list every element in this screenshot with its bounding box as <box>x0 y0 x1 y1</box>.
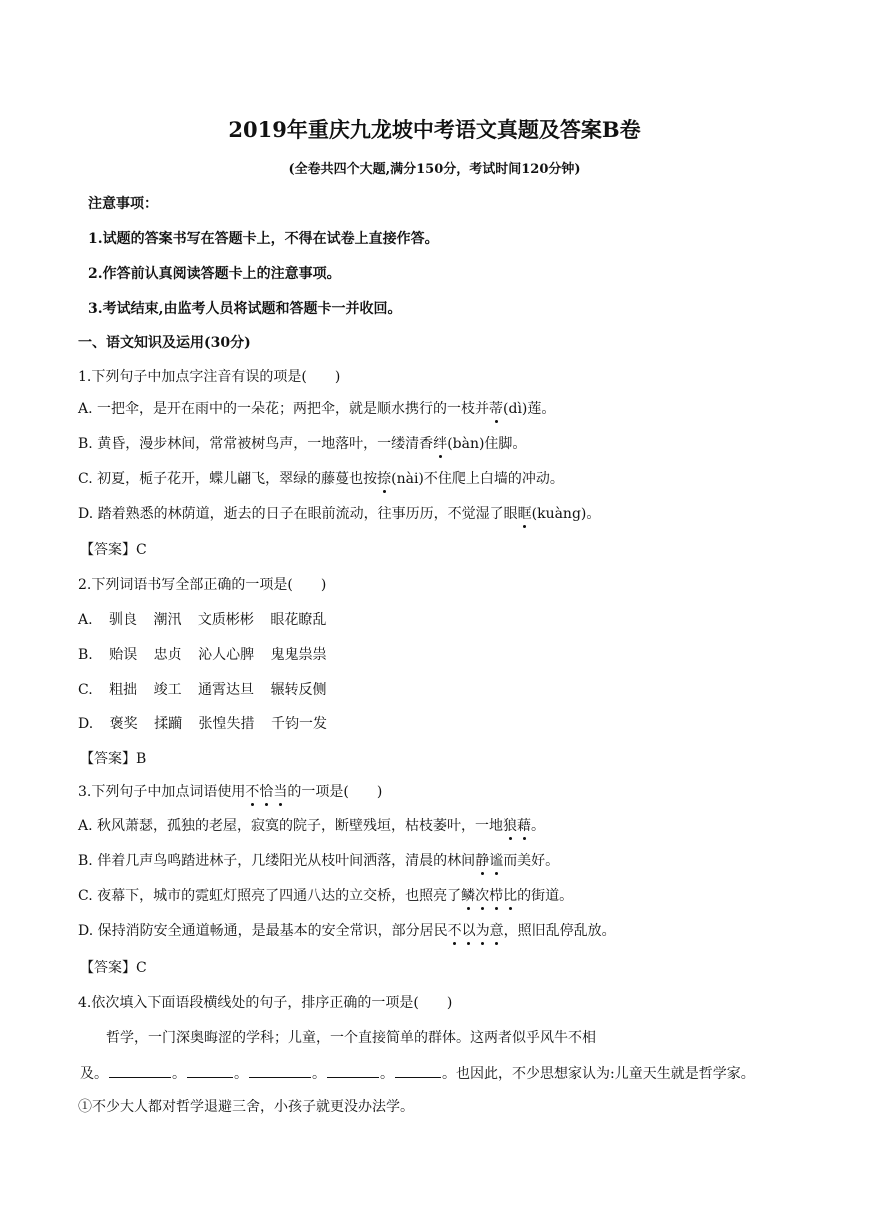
option-letter: C. <box>78 682 93 698</box>
option-text: C. 初夏，栀子花开，蝶儿翩飞，翠绿的藤蔓也按 <box>78 471 378 487</box>
question-3-option-d <box>78 921 616 941</box>
fill-blank-1 <box>109 1062 171 1078</box>
option-text: (bàn)住脚。 <box>447 436 527 452</box>
question-4-stem: 4.依次填入下面语段横线处的句子，排序正确的一项是( ) <box>78 995 453 1011</box>
question-1-option-b <box>78 434 526 454</box>
option-word: 张惶失措 <box>198 716 255 732</box>
option-text: (nài)不住爬上白墙的冲动。 <box>391 471 564 487</box>
question-1-answer: 【答案】C <box>80 542 147 558</box>
question-2-stem: 2.下列词语书写全部正确的一项是( ) <box>78 577 327 593</box>
paragraph-text: 。 <box>172 1066 186 1082</box>
option-word: 眼花瞭乱 <box>270 612 327 628</box>
option-letter: D. <box>78 716 94 732</box>
dotted-char: 以 <box>461 923 476 939</box>
option-text: ，照旧乱停乱放。 <box>503 923 616 939</box>
section-heading-1: 一、语文知识及运用(30分) <box>78 335 251 351</box>
question-4-sentence-1: ①不少大人都对哲学退避三舍，小孩子就更没办法学。 <box>78 1099 414 1115</box>
notice-item-1: 1.试题的答案书写在答题卡上，不得在试卷上直接作答。 <box>88 231 439 247</box>
option-text: B. 伴着几声鸟鸣踏进林子，几缕阳光从枝叶间洒落，清晨的林间 <box>78 853 476 869</box>
dotted-char: 意 <box>489 923 504 939</box>
option-word: 褒奖 <box>109 716 138 732</box>
question-1-option-a <box>78 399 555 419</box>
question-1-option-c <box>78 469 564 489</box>
paragraph-text: 。 <box>234 1066 248 1082</box>
dotted-char: 不 <box>447 923 462 939</box>
question-3-stem <box>78 782 382 802</box>
option-word: 千钧一发 <box>271 716 327 732</box>
question-2-option-d <box>78 714 327 734</box>
option-text: 而美好。 <box>503 853 560 869</box>
dotted-char: 栉 <box>489 888 504 904</box>
stem-text: 的一项是( ) <box>287 784 383 800</box>
dotted-char: 为 <box>475 923 490 939</box>
exam-subtitle: (全卷共四个大题,满分150分，考试时间120分钟) <box>288 162 581 177</box>
dotted-char: 谧 <box>489 853 504 869</box>
option-text: C. 夜幕下，城市的霓虹灯照亮了四通八达的立交桥，也照亮了 <box>78 888 462 904</box>
option-text: D. 保持消防安全通道畅通，是最基本的安全常识，部分居民 <box>78 923 448 939</box>
option-word: 竣工 <box>153 682 182 698</box>
question-1-option-d <box>78 504 600 524</box>
option-word: 贻误 <box>109 647 138 663</box>
fill-blank-5 <box>395 1062 441 1078</box>
dotted-char: 狼 <box>503 818 518 834</box>
question-4-paragraph-line-1: 哲学，一门深奥晦涩的学科；儿童，一个直接简单的群体。这两者似乎风牛不相 <box>106 1030 596 1046</box>
question-2-option-a <box>78 610 326 630</box>
question-2-option-c <box>78 680 326 700</box>
page-title: 2019年重庆九龙坡中考语文真题及答案B卷 <box>228 117 641 142</box>
option-word: 揉躏 <box>154 716 183 732</box>
paragraph-text: 。 <box>380 1066 394 1082</box>
dotted-char: 鳞 <box>461 888 476 904</box>
fill-blank-4 <box>327 1062 379 1078</box>
option-text: D. 踏着熟悉的林荫道，逝去的日子在眼前流动，往事历历，不觉湿了眼 <box>78 506 518 522</box>
dotted-char: 眶 <box>517 506 532 522</box>
question-1-stem: 1.下列句子中加点字注音有误的项是( ) <box>78 369 341 385</box>
dotted-char: 不 <box>245 784 260 800</box>
option-text: A. 一把伞，是开在雨中的一朵花；两把伞，就是顺水携行的一枝并 <box>78 401 490 417</box>
option-text: B. 黄昏，漫步林间，常常被树鸟声，一地落叶，一缕清香 <box>78 436 434 452</box>
dotted-char: 比 <box>503 888 518 904</box>
option-word: 辗转反侧 <box>270 682 327 698</box>
dotted-char: 捺 <box>377 471 392 487</box>
option-text: (kuàng)。 <box>531 506 601 522</box>
option-letter: B. <box>78 647 93 663</box>
question-2-answer: 【答案】B <box>80 751 147 767</box>
option-word: 潮汛 <box>153 612 182 628</box>
option-word: 通霄达旦 <box>198 682 255 698</box>
question-2-option-b <box>78 645 327 665</box>
dotted-char: 次 <box>475 888 490 904</box>
paragraph-text: 。 <box>312 1066 326 1082</box>
option-word: 粗拙 <box>109 682 138 698</box>
option-text: 的街道。 <box>517 888 574 904</box>
dotted-char: 恰 <box>259 784 274 800</box>
question-3-answer: 【答案】C <box>80 960 147 976</box>
option-word: 忠贞 <box>153 647 182 663</box>
question-3-option-c <box>78 886 573 906</box>
option-text: 。 <box>531 818 546 834</box>
option-word: 鬼鬼祟祟 <box>270 647 327 663</box>
option-word: 文质彬彬 <box>197 612 254 628</box>
dotted-char: 静 <box>475 853 490 869</box>
dotted-char: 当 <box>273 784 288 800</box>
question-4-paragraph-line-2 <box>80 1062 755 1084</box>
option-text: (dì)莲。 <box>503 401 556 417</box>
option-text: A. 秋风萧瑟，孤独的老屋，寂寞的院子，断壁残垣，枯枝萎叶，一地 <box>78 818 504 834</box>
notice-item-3: 3.考试结束,由监考人员将试题和答题卡一并收回。 <box>88 301 402 317</box>
fill-blank-2 <box>187 1062 233 1078</box>
fill-blank-3 <box>249 1062 311 1078</box>
question-3-option-b <box>78 851 559 871</box>
dotted-char: 绊 <box>433 436 448 452</box>
dotted-char: 蒂 <box>489 401 504 417</box>
option-letter: A. <box>78 612 93 628</box>
question-3-option-a <box>78 816 545 836</box>
notice-heading: 注意事项： <box>88 196 158 212</box>
notice-item-2: 2.作答前认真阅读答题卡上的注意事项。 <box>88 266 341 282</box>
paragraph-text: 及。 <box>80 1066 108 1082</box>
option-word: 沁人心脾 <box>198 647 255 663</box>
option-word: 驯良 <box>109 612 138 628</box>
dotted-char: 藉 <box>517 818 532 834</box>
stem-text: 3.下列句子中加点词语使用 <box>78 784 246 800</box>
paragraph-text: 。也因此，不少思想家认为:儿童天生就是哲学家。 <box>442 1066 755 1082</box>
